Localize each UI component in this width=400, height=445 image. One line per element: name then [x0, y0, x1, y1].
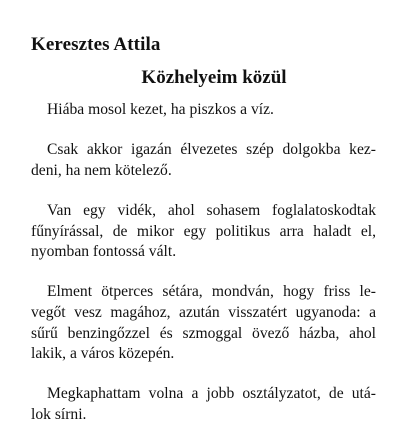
text-line: deni, ha nem kötelező. — [31, 161, 172, 179]
author-name: Keresztes Attila — [31, 34, 161, 55]
text-line: Elment ötperces sétára, mondván, hogy friss le- — [47, 283, 376, 301]
text-line: Hiába mosol kezet, ha piszkos a víz. — [47, 101, 274, 118]
paragraph-3 — [31, 201, 376, 263]
text-line: Van egy vidék, ahol sohasem foglalatoskodtak — [47, 201, 376, 219]
paragraph-4 — [31, 282, 376, 364]
paragraph-1 — [31, 100, 376, 121]
text-line: nyomban fontossá vált. — [31, 243, 177, 261]
text-line: Megkaphattam volna a jobb osztályzatot, de utá- — [47, 385, 376, 403]
text-line: vegőt vesz magához, azután visszatért ugyanoda: a — [31, 303, 376, 321]
text-line: fűnyírással, de mikor egy politikus arra haladt el, — [31, 222, 376, 240]
paragraph-5 — [31, 384, 376, 425]
text-line: lakik, a város közepén. — [31, 345, 175, 363]
paragraph-2 — [31, 140, 376, 181]
text-line: sűrű benzingőzzel és szmoggal övező házba, ahol — [31, 324, 376, 342]
text-line: lok sírni. — [31, 405, 87, 423]
text-line: Csak akkor igazán élvezetes szép dolgokba kez- — [47, 141, 376, 159]
piece-title: Közhelyeim közül — [141, 67, 287, 88]
text-body — [31, 100, 376, 445]
